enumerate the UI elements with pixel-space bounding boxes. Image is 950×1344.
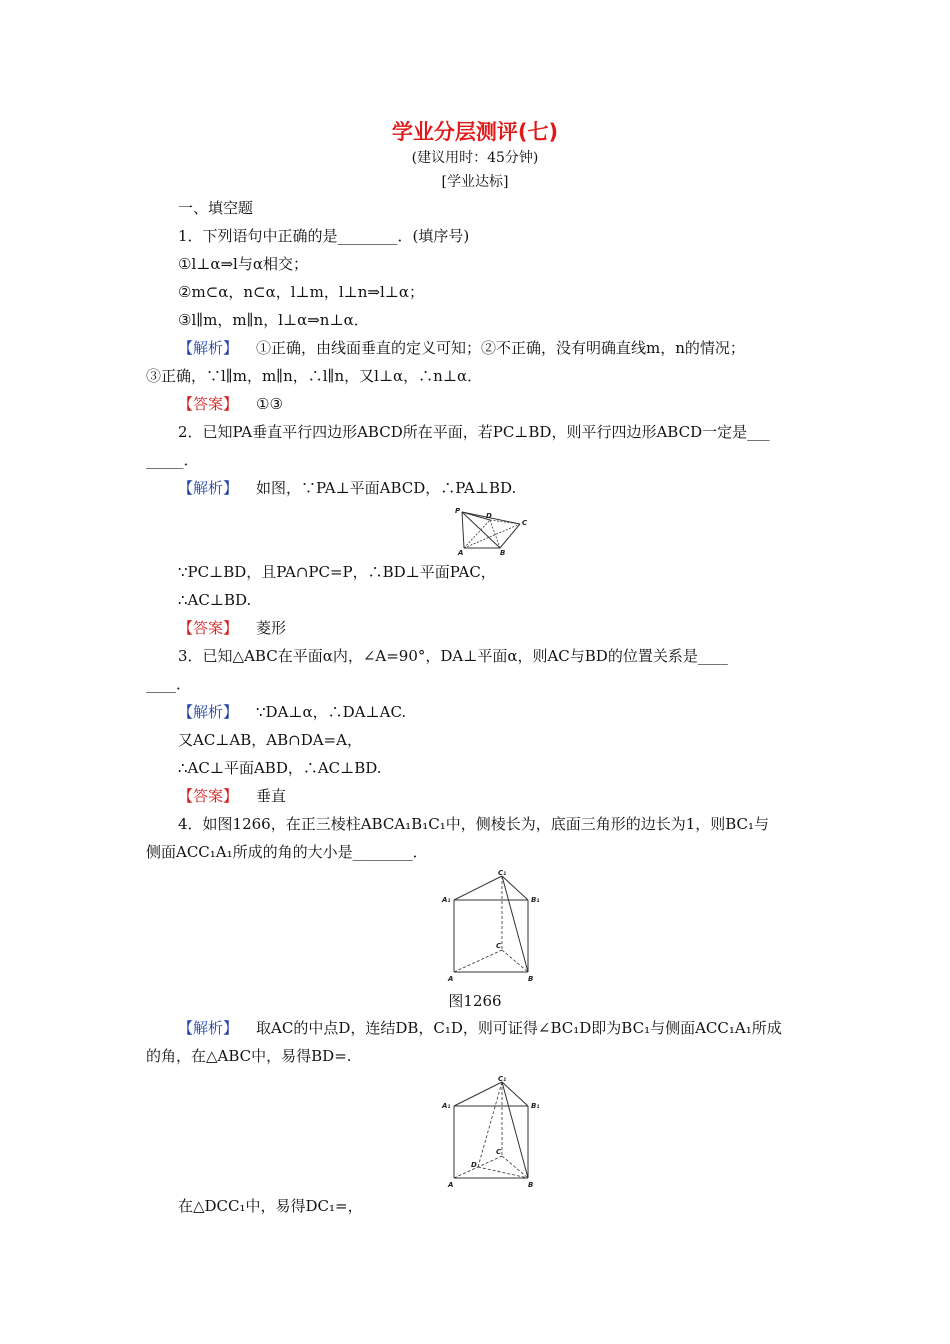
page-title: 学业分层测评(七) [391, 120, 559, 144]
q3-stem-line-2: ____． [146, 675, 192, 693]
q3-analysis-line-2: 又AC⊥AB，AB∩DA=A， [178, 731, 362, 749]
fig4b-label-c: C [496, 1148, 502, 1156]
analysis-tag: 【解析】 [178, 479, 239, 497]
fig4-label-c1: C₁ [498, 869, 507, 877]
answer-tag: 【答案】 [178, 395, 239, 413]
q3-analysis-line-3: ∴AC⊥平面ABD，∴AC⊥BD. [178, 759, 382, 777]
q1-analysis-line-2: ③正确，∵l∥m，m∥n，∴l∥n，又l⊥α，∴n⊥α． [146, 367, 483, 385]
fig4b-label-d: D [471, 1161, 477, 1169]
q4-stem-line-2: 侧面ACC₁A₁所成的角的大小是________． [146, 843, 428, 861]
fig2-label-b: B [500, 549, 506, 557]
q4-stem-line-1: 4．如图1266，在正三棱柱ABCA₁B₁C₁中，侧棱长为，底面三角形的边长为1，则BC₁与 [178, 815, 770, 833]
q3-answer: 垂直 [256, 787, 287, 805]
q3-answer-line [178, 786, 286, 806]
fig4-label-a1: A₁ [442, 896, 451, 904]
q1-answer-line [178, 394, 283, 414]
fig4-label-b1: B₁ [531, 896, 540, 904]
q2-analysis-line-3: ∴AC⊥BD. [178, 591, 252, 609]
fig4-label-b: B [528, 975, 534, 983]
q4-analysis-line-2: 的角，在△ABC中，易得BD=. [146, 1047, 352, 1065]
level-label: [学业达标] [441, 174, 509, 190]
fig2-label-a: A [458, 549, 464, 557]
answer-tag: 【答案】 [178, 619, 239, 637]
q4-analysis-line-1 [178, 1018, 782, 1038]
q3-stem-line-1: 3．已知△ABC在平面α内，∠A=90°，DA⊥平面α，则AC与BD的位置关系是____ [178, 647, 728, 665]
fig2-label-d: D [486, 512, 492, 520]
fig2-label-c: C [522, 519, 528, 527]
analysis-tag: 【解析】 [178, 703, 239, 721]
q1-analysis-text-1: ①正确，由线面垂直的定义可知；②不正确，没有明确直线m，n的情况； [256, 339, 745, 357]
q2-answer-line [178, 618, 286, 638]
q2-figure-pyramid [452, 502, 536, 558]
q1-stem: 1．下列语句中正确的是________．(填序号) [178, 227, 470, 245]
q4-analysis-text-1: 取AC的中点D，连结DB，C₁D，则可证得∠BC₁D即为BC₁与侧面ACC₁A₁所成 [256, 1019, 782, 1037]
fig4b-label-c1: C₁ [498, 1075, 507, 1083]
q2-analysis-line-1 [178, 478, 516, 498]
q2-answer: 菱形 [256, 619, 287, 637]
q4-analysis-line-3: 在△DCC₁中，易得DC₁=， [178, 1197, 363, 1215]
q4-figure-prism-2 [440, 1072, 544, 1192]
analysis-tag: 【解析】 [178, 339, 239, 357]
q1-answer: ①③ [256, 395, 283, 413]
q3-analysis-line-1 [178, 702, 406, 722]
q1-option-1: ①l⊥α⇒l与α相交； [178, 255, 308, 273]
fig4b-label-b: B [528, 1181, 534, 1189]
fig2-label-p: P [455, 507, 461, 515]
fig4-label-c: C [496, 942, 502, 950]
q1-analysis-line-1 [178, 338, 745, 358]
q1-option-3: ③l∥m，m∥n，l⊥α⇒n⊥α． [178, 311, 369, 329]
fig4b-label-a: A [448, 1181, 454, 1189]
time-note: (建议用时：45分钟) [411, 150, 539, 166]
q1-option-2: ②m⊂α，n⊂α，l⊥m，l⊥n⇒l⊥α； [178, 283, 425, 301]
analysis-tag: 【解析】 [178, 1019, 239, 1037]
q2-analysis-text-1: 如图，∵PA⊥平面ABCD，∴PA⊥BD. [256, 479, 517, 497]
answer-tag: 【答案】 [178, 787, 239, 805]
fig4-label-a: A [448, 975, 454, 983]
q3-analysis-text-1: ∵DA⊥α，∴DA⊥AC. [256, 703, 407, 721]
section-heading: 一、填空题 [178, 199, 254, 217]
fig4b-label-b1: B₁ [531, 1102, 540, 1110]
q2-stem-line-1: 2．已知PA垂直平行四边形ABCD所在平面，若PC⊥BD，则平行四边形ABCD一定是___ [178, 423, 770, 441]
q2-stem-line-2: _____． [146, 451, 199, 469]
figure-caption: 图1266 [448, 992, 502, 1010]
q4-figure-prism-1 [440, 866, 544, 986]
fig4b-label-a1: A₁ [442, 1102, 451, 1110]
q2-analysis-line-2: ∵PC⊥BD，且PA∩PC=P，∴BD⊥平面PAC， [178, 563, 496, 581]
